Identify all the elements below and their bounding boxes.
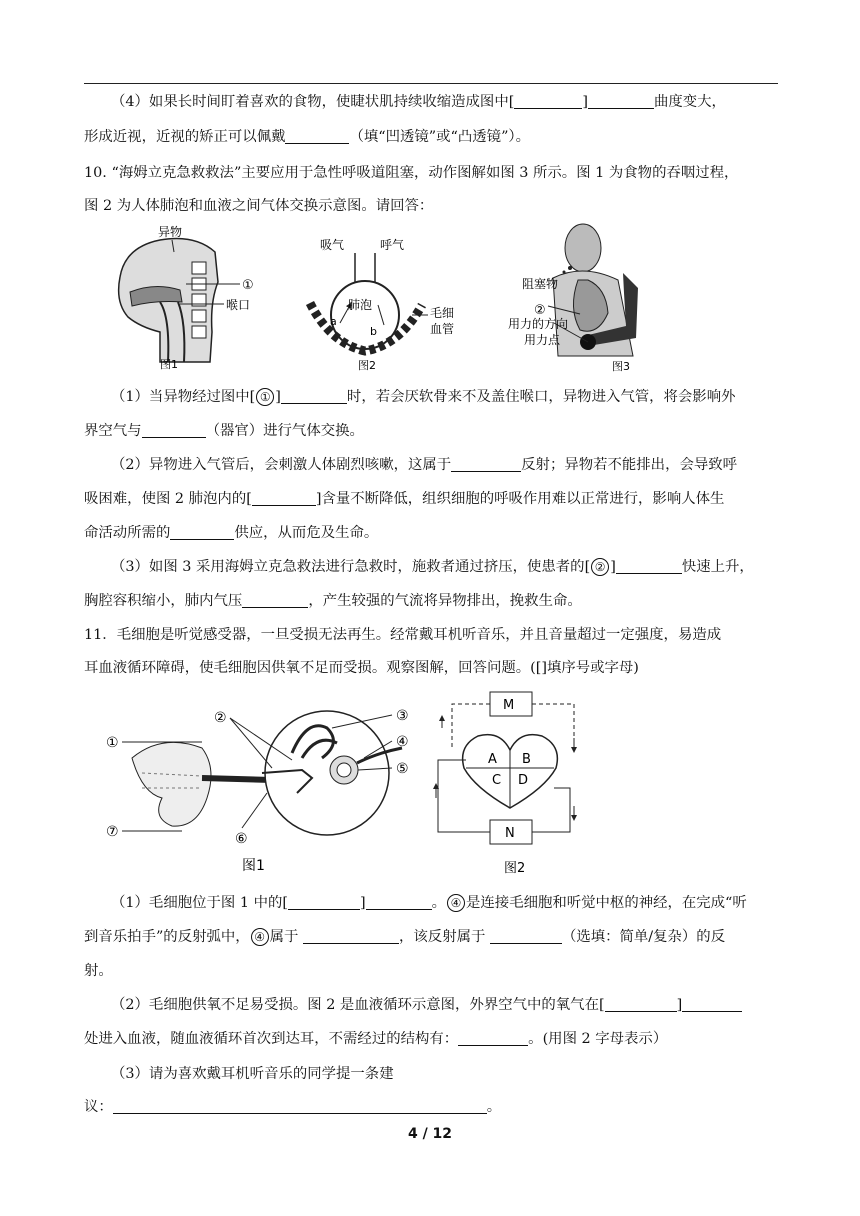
fig1-label-1: ①: [242, 278, 254, 293]
figure-heimlich: [488, 218, 663, 373]
ear-label-2: ②: [214, 710, 227, 726]
ear-label-6: ⑥: [235, 831, 248, 847]
heart-label-D: D: [518, 773, 529, 788]
answer-blank[interactable]: [288, 894, 360, 910]
q10-1-line2: 界空气与 （器官）进行气体交换。: [84, 423, 364, 439]
answer-blank[interactable]: [366, 894, 432, 910]
q10-3-line2: 胸腔容积缩小，肺内气压 ，产生较强的气流将异物排出，挽救生命。: [84, 593, 582, 609]
fig3-caption: 图3: [612, 360, 630, 373]
figure-ear: [102, 698, 422, 878]
q9-4-line1: （4）如果长时间盯着喜欢的食物，使睫状肌持续收缩造成图中[ ] 曲度变大，: [111, 94, 726, 110]
fig2-label-cap2: 血管: [430, 322, 455, 336]
fig3-label-block: 阻塞物: [522, 277, 559, 291]
q10-1-line1: （1）当异物经过图中[ ① ] 时，若会厌软骨来不及盖住喉口，异物进入气管，将会影响外: [111, 389, 736, 405]
q10-intro-line1: 10. “海姆立克急救救法”主要应用于急性呼吸道阻塞，动作图解如图 3 所示。图 1 为食物的吞咽过程，: [84, 165, 739, 181]
ear-label-3: ③: [396, 708, 409, 724]
heart-label-M: M: [503, 698, 515, 713]
answer-blank[interactable]: [588, 93, 654, 109]
answer-blank[interactable]: [285, 128, 349, 144]
q11-3-line1: （3）请为喜欢戴耳机听音乐的同学提一条建: [111, 1066, 394, 1082]
q11-intro-line1: 11．毛细胞是听觉感受器，一旦受损无法再生。经常戴耳机听音乐，并且音量超过一定强度，易造成: [84, 627, 722, 643]
q11-1-line1: （1）毛细胞位于图 1 中的[ ] 。 ④ 是连接毛细胞和听觉中枢的神经，在完成“听: [111, 895, 747, 911]
heart-label-N: N: [505, 826, 515, 841]
q9-4-line2: 形成近视，近视的矫正可以佩戴 （填“凹透镜”或“凸透镜”）。: [84, 129, 531, 145]
answer-blank[interactable]: [490, 928, 562, 944]
heart-label-C: C: [492, 773, 502, 788]
figure-alveolus: [300, 233, 470, 373]
fig1-label-throat: 喉口: [226, 298, 251, 312]
heart-label-A: A: [488, 752, 497, 767]
answer-blank[interactable]: [113, 1098, 487, 1114]
ear-label-4: ④: [396, 734, 409, 750]
header-rule: [84, 83, 778, 84]
ear-label-1: ①: [106, 735, 119, 751]
ear-caption: 图1: [242, 858, 265, 874]
answer-blank[interactable]: [303, 928, 399, 944]
fig2-caption: 图2: [358, 359, 376, 372]
answer-blank[interactable]: [242, 592, 308, 608]
q10-intro-line2: 图 2 为人体肺泡和血液之间气体交换示意图。请回答：: [84, 198, 434, 214]
fig3-label-dir: 用力的方向: [508, 317, 569, 331]
fig2-label-a: a: [330, 315, 337, 328]
answer-blank[interactable]: [458, 1030, 528, 1046]
fig2-label-in: 吸气: [320, 238, 345, 252]
answer-blank[interactable]: [605, 996, 677, 1012]
fig3-label-2: ②: [534, 303, 546, 318]
fig2-label-out: 呼气: [380, 238, 405, 252]
answer-blank[interactable]: [451, 456, 521, 472]
fig1-caption: 图1: [160, 358, 178, 370]
fig1-label-foreign: 异物: [158, 225, 183, 239]
figure-swallowing: [100, 222, 280, 370]
ear-label-5: ⑤: [396, 761, 409, 777]
page-number: 4 / 12: [407, 1126, 453, 1142]
answer-blank[interactable]: [142, 422, 206, 438]
q11-intro-line2: 耳血液循环障碍，使毛细胞因供氧不足而受损。观察图解，回答问题。([]填序号或字母): [84, 660, 639, 676]
q10-2-line3: 命活动所需的 供应，从而危及生命。: [84, 525, 379, 541]
q11-1-line3: 射。: [84, 963, 113, 979]
answer-blank[interactable]: [514, 93, 582, 109]
q11-2-line1: （2）毛细胞供氧不足易受损。图 2 是血液循环示意图，外界空气中的氧气在[ ]: [111, 995, 811, 1015]
q10-2-line2: 吸困难，使图 2 肺泡内的[ ]含量不断降低，组织细胞的呼吸作用难以正常进行，影响人体生: [84, 491, 725, 507]
answer-blank[interactable]: [616, 558, 682, 574]
fig2-label-cap1: 毛细: [430, 306, 455, 320]
answer-blank[interactable]: [682, 996, 742, 1012]
answer-blank[interactable]: [281, 388, 347, 404]
q11-1-line2: 到音乐拍手”的反射弧中， ④ 属于 ，该反射属于 （选填：简单/复杂）的反: [84, 929, 726, 945]
q10-3-line1: （3）如图 3 采用海姆立克急救法进行急救时，施救者通过挤压，使患者的[ ② ] 快速上升，: [111, 559, 754, 575]
answer-blank[interactable]: [170, 524, 234, 540]
q10-2-line1: （2）异物进入气管后，会刺激人体剧烈咳嗽，这属于 反射；异物若不能排出，会导致呼: [111, 457, 738, 473]
ear-label-7: ⑦: [106, 824, 119, 840]
heart-caption: 图2: [504, 861, 526, 876]
q11-2-line2: 处进入血液，随血液循环首次到达耳，不需经过的结构有： 。(用图 2 字母表示）: [84, 1031, 668, 1047]
q11-3-line2: 议： 。: [84, 1099, 502, 1115]
answer-blank[interactable]: [252, 490, 316, 506]
fig3-label-point: 用力点: [524, 333, 561, 347]
figure-circulation: [430, 688, 590, 878]
fig2-label-b: b: [370, 325, 377, 338]
heart-label-B: B: [522, 752, 531, 767]
fig2-label-alveolus: 肺泡: [348, 298, 373, 312]
